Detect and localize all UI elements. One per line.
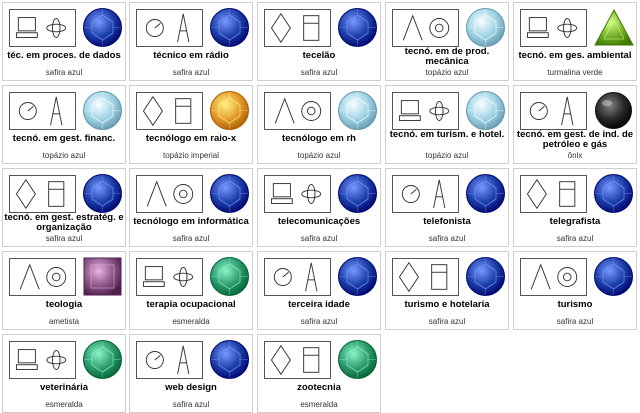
hands-icon	[136, 258, 203, 296]
gemstone-icon	[81, 89, 124, 132]
profession-label: tecnó. em turism. e hotel.	[389, 129, 505, 140]
gemstone-label: safira azul	[172, 400, 210, 409]
profession-card[interactable]	[129, 168, 253, 247]
profession-label: tecnó. em gest. de ind. de petróleo e gás	[516, 129, 634, 150]
loom-icon	[264, 9, 331, 47]
profession-label: tecnó. em gest. financ.	[12, 133, 116, 144]
profession-card[interactable]	[385, 168, 509, 247]
profession-label: telegrafista	[549, 216, 601, 227]
profession-label: web design	[165, 382, 217, 393]
profession-card[interactable]	[2, 168, 126, 247]
profession-card[interactable]	[2, 2, 126, 81]
profession-label: tecnó. em ges. ambiental	[518, 50, 632, 61]
gemstone-icon	[464, 255, 507, 298]
gemstone-label: turmalina verde	[547, 68, 603, 77]
profession-card[interactable]	[257, 2, 381, 81]
profession-label: zootecnia	[297, 382, 341, 393]
profession-card[interactable]	[257, 251, 381, 330]
profession-label: téc. em proces. de dados	[7, 50, 121, 61]
gemstone-label: safira azul	[172, 234, 210, 243]
house-plane-icon	[392, 258, 459, 296]
gemstone-icon	[336, 89, 379, 132]
gemstone-label: safira azul	[556, 234, 594, 243]
profession-card[interactable]	[129, 2, 253, 81]
gemstone-label: esmeralda	[45, 400, 83, 409]
computer-robot-icon	[136, 341, 203, 379]
people-icon	[264, 92, 331, 130]
computer-atom-icon	[9, 9, 76, 47]
profession-label: tecnólogo em rh	[282, 133, 356, 144]
radio-tower-icon	[136, 9, 203, 47]
gemstone-icon	[336, 172, 379, 215]
gemstone-label: topázio azul	[425, 68, 469, 77]
chart-icon	[9, 175, 76, 213]
profession-card[interactable]	[257, 334, 381, 413]
profession-card[interactable]	[385, 2, 509, 81]
telegraph-icon	[520, 175, 587, 213]
gemstone-icon	[81, 6, 124, 49]
profession-card[interactable]	[2, 251, 126, 330]
gemstone-icon	[464, 89, 507, 132]
gemstone-icon	[592, 172, 635, 215]
gemstone-label: topázio azul	[297, 151, 341, 160]
caduceus-icon	[9, 92, 76, 130]
gemstone-label: safira azul	[45, 68, 83, 77]
gemstone-label: ônix	[567, 151, 583, 160]
gemstone-icon	[336, 6, 379, 49]
gemstone-label: topázio azul	[425, 151, 469, 160]
gemstone-icon	[464, 6, 507, 49]
gemstone-label: safira azul	[428, 234, 466, 243]
tree-icon	[520, 9, 587, 47]
gemstone-label: esmeralda	[172, 317, 210, 326]
gemstone-label: topázio azul	[42, 151, 86, 160]
gemstone-icon	[208, 338, 251, 381]
profession-label: técnico em rádio	[153, 50, 229, 61]
gemstone-icon	[81, 338, 124, 381]
telephone-icon	[392, 175, 459, 213]
gemstone-icon	[592, 89, 635, 132]
gemstone-icon	[81, 255, 124, 298]
gemstone-icon	[81, 172, 124, 215]
profession-label: telecomunicações	[277, 216, 361, 227]
gemstone-label: safira azul	[300, 68, 338, 77]
veterinary-icon	[9, 341, 76, 379]
gemstone-label: safira azul	[300, 234, 338, 243]
profession-label: tecnólogo em raio-x	[145, 133, 237, 144]
antenna-icon	[264, 175, 331, 213]
gemstone-icon	[464, 172, 507, 215]
gemstone-icon	[336, 338, 379, 381]
profession-card[interactable]	[129, 334, 253, 413]
gemstone-label: safira azul	[300, 317, 338, 326]
gemstone-icon	[208, 255, 251, 298]
profession-card[interactable]	[257, 168, 381, 247]
horse-icon	[264, 341, 331, 379]
profession-label: veterinária	[39, 382, 89, 393]
gemstone-label: safira azul	[556, 317, 594, 326]
profession-label: terceira idade	[288, 299, 350, 310]
gemstone-icon	[592, 255, 635, 298]
oil-rig-icon	[520, 92, 587, 130]
profession-card[interactable]	[513, 251, 637, 330]
ship-plane-icon	[520, 258, 587, 296]
profession-label: teologia	[45, 299, 83, 310]
xray-icon	[136, 92, 203, 130]
profession-card[interactable]	[513, 2, 637, 81]
gemstone-icon	[208, 89, 251, 132]
profession-label: tecnólogo em informática	[133, 216, 249, 227]
gemstone-label: topázio imperial	[162, 151, 220, 160]
profession-label: turismo e hotelaria	[404, 299, 490, 310]
gemstone-label: esmeralda	[300, 400, 338, 409]
profession-label: terapia ocupacional	[146, 299, 236, 310]
elderly-icon	[264, 258, 331, 296]
computer-icon	[136, 175, 203, 213]
house-plane-icon	[392, 92, 459, 130]
gemstone-label: ametista	[48, 317, 80, 326]
profession-card[interactable]	[385, 85, 509, 164]
gemstone-icon	[208, 172, 251, 215]
gemstone-icon	[208, 6, 251, 49]
profession-card[interactable]	[257, 85, 381, 164]
gemstone-label: safira azul	[172, 68, 210, 77]
profession-card[interactable]	[129, 251, 253, 330]
profession-card[interactable]	[513, 85, 637, 164]
profession-card[interactable]	[2, 334, 126, 413]
profession-label: turismo	[557, 299, 593, 310]
gemstone-label: safira azul	[428, 317, 466, 326]
profession-card[interactable]	[513, 168, 637, 247]
profession-label: tecnó. em gest. estratég. e organização	[4, 212, 124, 233]
profession-card[interactable]	[129, 85, 253, 164]
profession-label: telefonista	[423, 216, 471, 227]
profession-card[interactable]	[2, 85, 126, 164]
alpha-omega-icon	[9, 258, 76, 296]
profession-label: tecelão	[302, 50, 336, 61]
profession-label: tecnó. em de prod. mecânica	[404, 46, 490, 67]
profession-card[interactable]	[385, 251, 509, 330]
compass-gear-icon	[392, 9, 459, 47]
gemstone-icon	[592, 6, 635, 49]
gemstone-icon	[336, 255, 379, 298]
gemstone-label: safira azul	[45, 234, 83, 243]
